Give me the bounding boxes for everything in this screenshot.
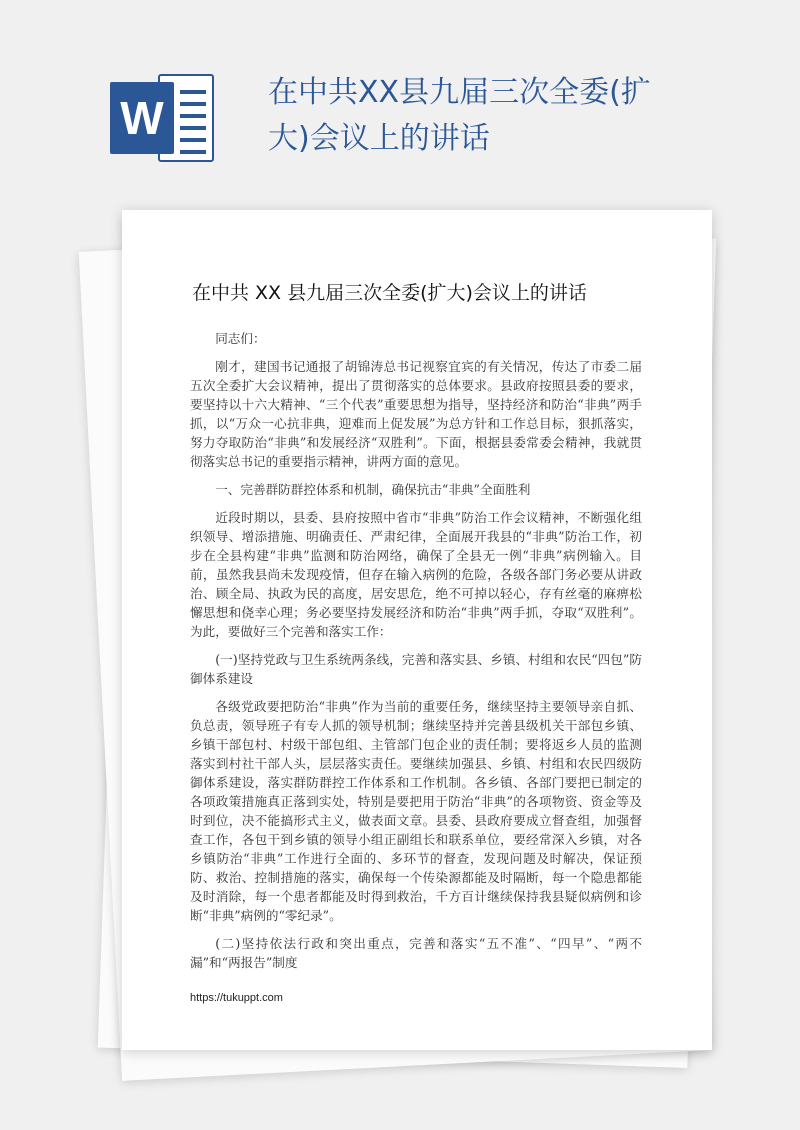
footer-url: https://tukuppt.com (190, 992, 283, 1004)
body-paragraph: 近段时期以，县委、县府按照中省市“非典”防治工作会议精神，不断强化组织领导、增添措施、明确责任、严肃纪律，全面展开我县的“非典”防治工作，初步在全县构建“非典”监测和防治网络，确保了全县无一例“非典”病例输入。目前，虽然我县尚未发现疫情，但存在输入病例的危险，各级各部门务必要从讲政治、顾全局、执政为民的高度，居安思危，绝不可掉以轻心，存有丝毫的麻痹松懈思想和侥幸心理；务必要坚持发展经济和防治“非典”两手抓，夺取“双胜利”。为此，要做好三个完善和落实工作： (190, 510, 642, 639)
word-document-icon (110, 68, 216, 168)
document-page (122, 210, 712, 1050)
section-heading: 一、完善群防群控体系和机制，确保抗击“非典”全面胜利 (215, 482, 531, 497)
body-paragraph: 各级党政要把防治“非典”作为当前的重要任务，继续坚持主要领导亲自抓、负总责，领导班子有专人抓的领导机制；继续坚持并完善县级机关干部包乡镇、乡镇干部包村、村级干部包组、主管部门包企业的责任制；要将返乡人员的监测落实到村社干部人头，层层落实责任。要继续加强县、乡镇、村组和农民四级防御体系建设，落实群防群控工作体系和工作机制。各乡镇、各部门要把已制定的各项政策措施真正落到实处，特别是要把用于防治“非典”的各项物资、资金等及时到位，决不能搞形式主义，做表面文章。县委、县政府要成立督查组，加强督查工作，各包干到乡镇的领导小组正副组长和联系单位，要经常深入乡镇，对各乡镇防治“非典”工作进行全面的、多环节的督查，发现问题及时解决，保证预防、救治、控制措施的落实，确保每一个传染源都能及时隔断，每一个隐患都能及时消除，每一个患者都能及时得到救治，千方百计继续保持我县疑似病例和诊断“非典”病例的“零纪录”。 (190, 699, 642, 923)
word-letter-badge: W (110, 82, 174, 154)
document-title: 在中共XX县九届三次全委(扩大)会议上的讲话 (268, 75, 651, 156)
subsection-heading: (一)坚持党政与卫生系统两条线，完善和落实县、乡镇、村组和农民“四包”防御体系建设 (190, 652, 642, 686)
document-heading: 在中共 XX 县九届三次全委(扩大)会议上的讲话 (192, 282, 587, 304)
body-paragraph: 刚才，建国书记通报了胡锦涛总书记视察宜宾的有关情况，传达了市委二届五次全委扩大会议精神，提出了贯彻落实的总体要求。县政府按照县委的要求，要坚持以十六大精神、“三个代表”重要思想为指导，坚持经济和防治“非典”两手抓，以“万众一心抗非典，迎难而上促发展”为总方针和工作总目标，狠抓落实，努力夺取防治“非典”和发展经济“双胜利”。下面，根据县委常委会精神，我就贯彻落实总书记的重要指示精神，讲两方面的意见。 (190, 359, 642, 469)
subsection-heading: (二)坚持依法行政和突出重点，完善和落实“五不准”、“四早”、“两不漏”和“两报告”制度 (190, 936, 642, 970)
salutation: 同志们： (215, 331, 266, 346)
